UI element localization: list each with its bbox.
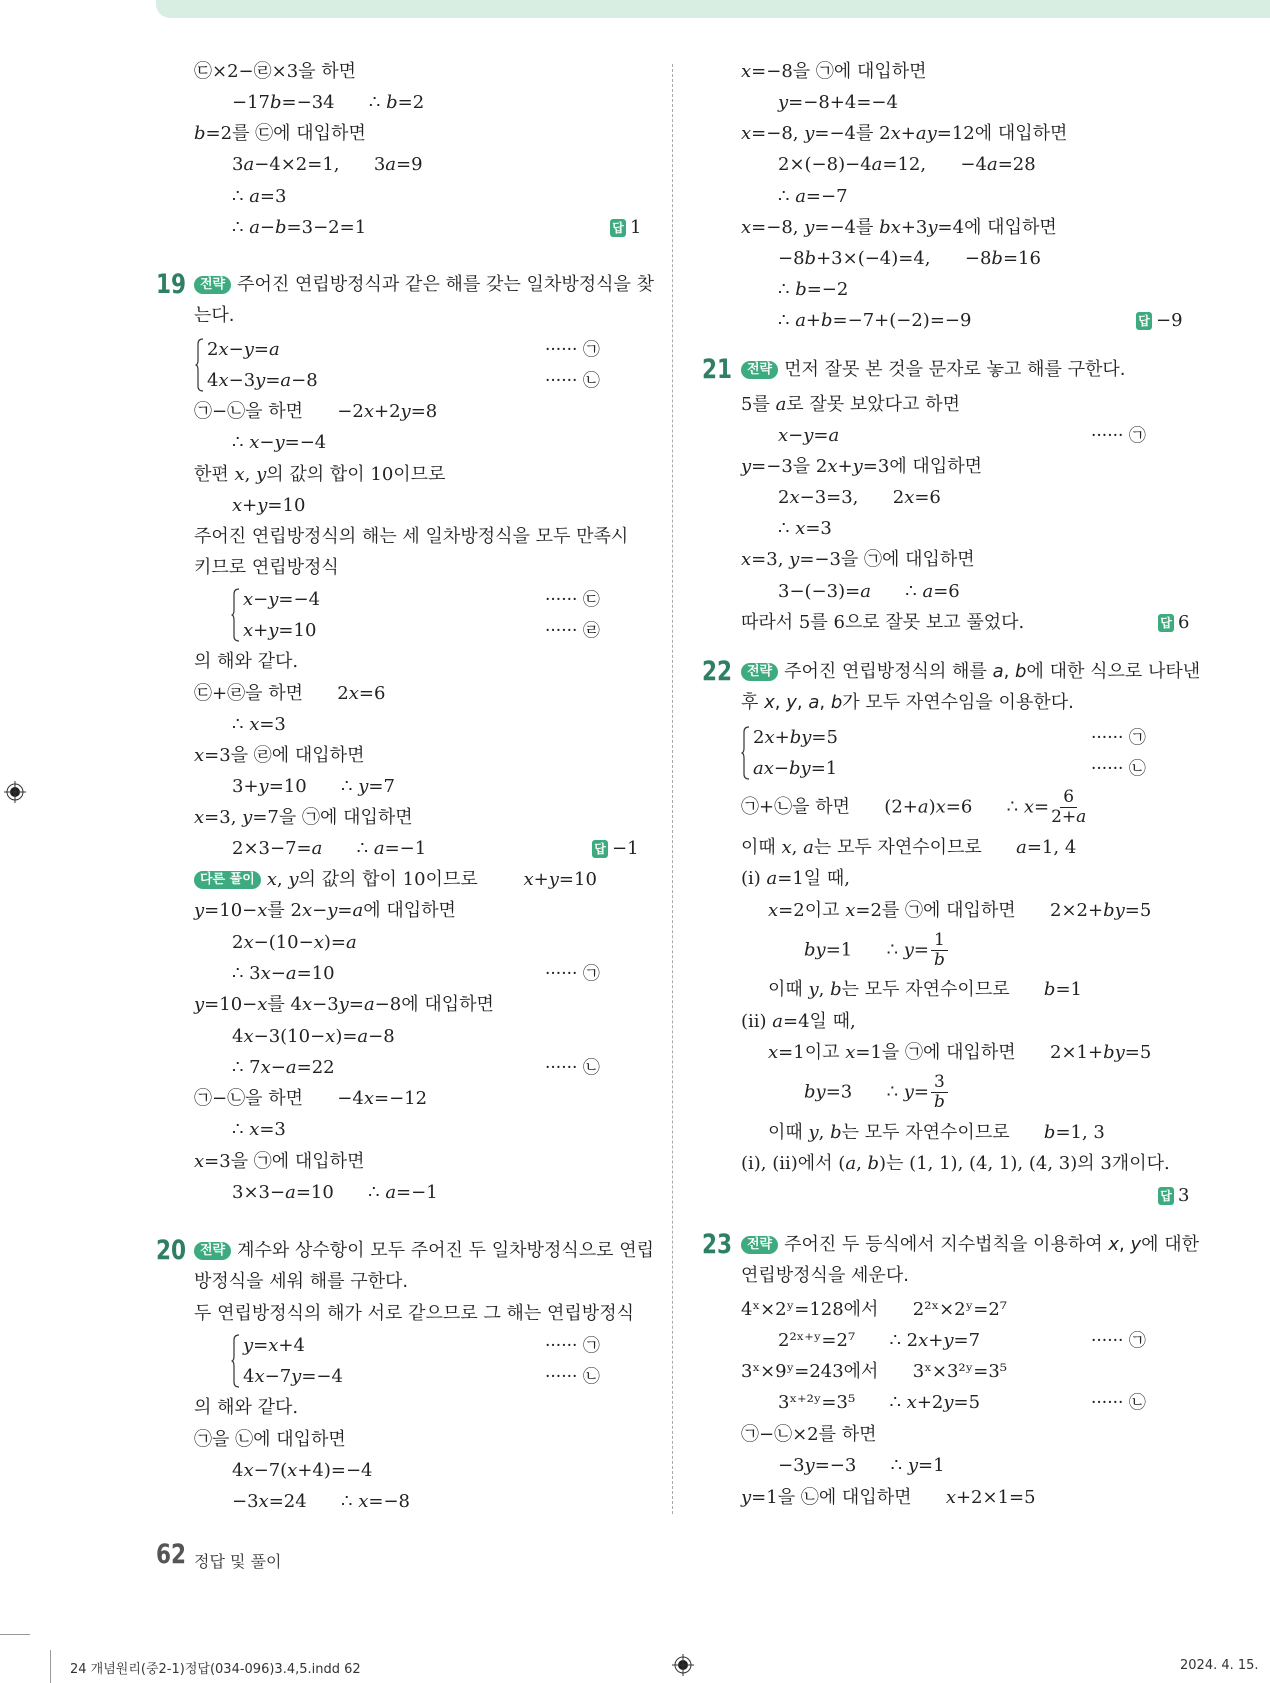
solution-line: 두 연립방정식의 해가 서로 같으므로 그 해는 연립방정식: [194, 1303, 634, 1324]
fraction: [1051, 788, 1086, 827]
numerator: 1: [931, 931, 948, 951]
strategy-text: 주어진 연립방정식의 해를 a, b에 대한 식으로 나타낸: [784, 661, 1201, 682]
equation: 2x−y=a: [207, 339, 280, 360]
registration-mark-icon: [4, 781, 26, 803]
answer-badge-icon: 답: [1158, 614, 1174, 632]
solution-line: (i) a=1일 때,: [741, 868, 851, 889]
solution-line: x=−8, y=−4를 2x+ay=12에 대입하면: [741, 123, 1068, 144]
solution-line: ㉢×2−㉣×3을 하면: [194, 61, 357, 82]
strategy-text: 먼저 잘못 본 것을 문자로 놓고 해를 구한다.: [784, 359, 1126, 380]
equation-marker: ······ ㉣: [545, 621, 600, 641]
solution-line: x+y=10: [232, 495, 306, 516]
solution-line: 3+y=10 ∴ y=7: [232, 776, 395, 797]
equation-marker: ······ ㉢: [545, 590, 600, 610]
answer: [1136, 310, 1183, 332]
solution-line: 2x−(10−x)=a: [232, 932, 357, 953]
equation: x+y=10: [243, 620, 317, 641]
equation: x−y=−4: [243, 589, 321, 610]
strategy-badge: 전략: [741, 361, 778, 379]
problem-number: 21: [702, 354, 733, 385]
equation-marker: ······ ㉠: [1091, 728, 1146, 748]
solution-line: 의 해와 같다.: [194, 651, 299, 672]
solution-line: ∴ x=3: [778, 518, 832, 539]
problem-number: 20: [156, 1235, 187, 1266]
answer-value: −9: [1156, 310, 1183, 331]
equation-marker: ······ ㉠: [545, 1336, 600, 1356]
solution-line: 따라서 5를 6으로 잘못 보고 풀었다.: [741, 612, 1025, 633]
equation-marker: ······ ㉠: [545, 964, 600, 984]
equation: ax−by=1: [753, 758, 838, 779]
solution-line: 3ˣ⁺²ʸ=3⁵ ∴ x+2y=5: [778, 1392, 981, 1413]
crop-mark: [0, 1634, 30, 1635]
answer-badge-icon: 답: [610, 219, 626, 237]
solution-line: [804, 1073, 948, 1112]
fraction: [931, 1073, 948, 1112]
solution-line: 4x−3(10−x)=a−8: [232, 1026, 395, 1047]
fraction: [931, 931, 948, 970]
brace-icon: [231, 588, 240, 642]
answer: [1158, 1185, 1189, 1207]
solution-line: ∴ a=−7: [778, 186, 848, 207]
solution-line: −3y=−3 ∴ y=1: [778, 1455, 945, 1476]
numerator: 3: [931, 1073, 948, 1093]
strategy-text: 주어진 두 등식에서 지수법칙을 이용하여 x, y에 대한: [784, 1234, 1199, 1255]
solution-line: (ii) a=4일 때,: [741, 1011, 856, 1032]
denominator: b: [933, 950, 945, 970]
solution-line: x=−8, y=−4를 bx+3y=4에 대입하면: [741, 217, 1057, 238]
solution-line: [741, 788, 1086, 827]
equation-marker: ······ ㉡: [545, 371, 600, 391]
strategy-line: [194, 1240, 654, 1262]
solution-line: ㉠−㉡×2를 하면: [741, 1424, 877, 1445]
solution-line: ∴ b=−2: [778, 279, 849, 300]
solution-line: 한편 x, y의 값의 합이 10이므로: [194, 464, 446, 485]
strategy-line: [194, 274, 654, 296]
solution-line: 3−(−3)=a ∴ a=6: [778, 581, 960, 602]
solution-line: 3ˣ×9ʸ=243에서 3ˣ×3²ʸ=3⁵: [741, 1361, 1007, 1382]
solution-line: ㉠−㉡을 하면 −2x+2y=8: [194, 401, 438, 422]
solution-line: x=3, y=7을 ㉠에 대입하면: [194, 807, 413, 828]
answer-value: −1: [612, 838, 639, 859]
answer-badge-icon: 답: [1136, 312, 1152, 330]
solution-line: y=1을 ㉡에 대입하면 x+2×1=5: [741, 1487, 1036, 1508]
answer: [610, 217, 641, 239]
problem-number: 23: [702, 1229, 733, 1260]
solution-line: x=−8을 ㉠에 대입하면: [741, 61, 927, 82]
answer-badge-icon: 답: [592, 840, 608, 858]
solution-line: ㉠을 ㉡에 대입하면: [194, 1429, 346, 1450]
solution-line: [804, 931, 948, 970]
equation-marker: ······ ㉡: [1091, 1393, 1146, 1413]
strategy-text: 후 x, y, a, b가 모두 자연수임을 이용한다.: [741, 692, 1074, 713]
solution-line: x=3을 ㉣에 대입하면: [194, 745, 365, 766]
solution-line: ∴ x=3: [232, 1119, 286, 1140]
solution-line: ㉠−㉡을 하면 −4x=−12: [194, 1088, 428, 1109]
equation: 4x−7y=−4: [243, 1366, 343, 1387]
solution-line: −3x=24 ∴ x=−8: [232, 1491, 410, 1512]
strategy-badge: 전략: [741, 663, 778, 681]
solution-line: 의 해와 같다.: [194, 1397, 299, 1418]
answer: [592, 838, 639, 860]
brace-icon: [231, 1334, 240, 1388]
answer: [1158, 612, 1189, 634]
equation: y=x+4: [243, 1335, 305, 1356]
solution-line: ∴ 7x−a=22: [232, 1057, 335, 1078]
equation: 4x−3y=a−8: [207, 370, 318, 391]
solution-line: x=1이고 x=1을 ㉠에 대입하면 2×1+by=5: [768, 1042, 1152, 1063]
alt-solution-line: [194, 869, 597, 891]
solution-line: y=10−x를 2x−y=a에 대입하면: [194, 900, 456, 921]
equation-marker: ······ ㉡: [545, 1367, 600, 1387]
solution-line: x−y=a: [778, 425, 840, 446]
strategy-text: 계수와 상수항이 모두 주어진 두 일차방정식으로 연립: [237, 1240, 654, 1261]
solution-text: by=1 ∴ y=: [804, 939, 930, 961]
strategy-badge: 전략: [194, 276, 231, 294]
solution-line: ㉢+㉣을 하면 2x=6: [194, 683, 386, 704]
equation-marker: ······ ㉡: [545, 1058, 600, 1078]
solution-line: ∴ 3x−a=10: [232, 963, 335, 984]
denominator: 2+a: [1051, 807, 1087, 827]
solution-line: ∴ a−b=3−2=1: [232, 217, 367, 238]
answer-value: 1: [630, 217, 642, 238]
page-number: 62: [156, 1539, 187, 1570]
solution-line: y=−3을 2x+y=3에 대입하면: [741, 456, 982, 477]
problem-number: 22: [702, 656, 733, 687]
equation: 2x+by=5: [753, 727, 838, 748]
solution-line: 2×3−7=a ∴ a=−1: [232, 838, 427, 859]
strategy-text: 주어진 연립방정식과 같은 해를 갖는 일차방정식을 찾: [237, 274, 654, 295]
registration-mark-icon: [672, 1654, 694, 1676]
column-divider: [672, 64, 673, 1514]
strategy-line: [741, 1234, 1199, 1256]
solution-line: b=2를 ㉢에 대입하면: [194, 123, 366, 144]
solution-line: ∴ a+b=−7+(−2)=−9: [778, 310, 972, 331]
strategy-line: [741, 661, 1200, 683]
solution-line: 4ˣ×2ʸ=128에서 2²ˣ×2ʸ=2⁷: [741, 1299, 1007, 1320]
answer-value: 3: [1178, 1185, 1190, 1206]
strategy-text: 는다.: [194, 305, 235, 326]
solution-line: 2x−3=3, 2x=6: [778, 487, 941, 508]
answer-badge-icon: 답: [1158, 1187, 1174, 1205]
solution-text: x, y의 값의 합이 10이므로 x+y=10: [266, 869, 597, 890]
solution-line: y=10−x를 4x−3y=a−8에 대입하면: [194, 994, 494, 1015]
solution-line: y=−8+4=−4: [778, 92, 898, 113]
alt-solution-badge: 다른 풀이: [194, 871, 261, 889]
crop-mark: [50, 1650, 51, 1683]
solution-line: 5를 a로 잘못 보았다고 하면: [741, 394, 960, 415]
solution-line: −17b=−34 ∴ b=2: [232, 92, 425, 113]
file-name: 24 개념원리(중2-1)정답(034-096)3.4,5.indd 62: [70, 1662, 361, 1677]
solution-text: by=3 ∴ y=: [804, 1081, 930, 1103]
strategy-badge: 전략: [741, 1236, 778, 1254]
equation-marker: ······ ㉠: [1091, 1331, 1146, 1351]
strategy-text: 방정식을 세워 해를 구한다.: [194, 1271, 409, 1292]
solution-line: 이때 y, b는 모두 자연수이므로 b=1, 3: [768, 1122, 1105, 1143]
strategy-badge: 전략: [194, 1242, 231, 1260]
numerator: 6: [1060, 788, 1077, 808]
solution-line: ∴ a=3: [232, 186, 287, 207]
solution-line: −8b+3×(−4)=4, −8b=16: [778, 248, 1041, 269]
problem-number: 19: [156, 269, 187, 300]
solution-line: 4x−7(x+4)=−4: [232, 1460, 373, 1481]
solution-line: 3×3−a=10 ∴ a=−1: [232, 1182, 438, 1203]
solution-line: x=2이고 x=2를 ㉠에 대입하면 2×2+by=5: [768, 900, 1152, 921]
solution-line: 이때 x, a는 모두 자연수이므로 a=1, 4: [741, 837, 1077, 858]
denominator: b: [933, 1092, 945, 1112]
solution-line: 이때 y, b는 모두 자연수이므로 b=1: [768, 979, 1082, 1000]
solution-text: ㉠+㉡을 하면 (2+a)x=6 ∴ x=: [741, 796, 1050, 818]
solution-line: ∴ x−y=−4: [232, 432, 327, 453]
strategy-line: [741, 359, 1126, 381]
solution-line: 키므로 연립방정식: [194, 557, 339, 578]
equation-marker: ······ ㉠: [1091, 426, 1146, 446]
brace-icon: [195, 338, 204, 392]
equation-marker: ······ ㉠: [545, 340, 600, 360]
solution-line: 2×(−8)−4a=12, −4a=28: [778, 154, 1036, 175]
section-title: 정답 및 풀이: [194, 1552, 282, 1571]
brace-icon: [741, 726, 750, 780]
solution-line: 주어진 연립방정식의 해는 세 일차방정식을 모두 만족시: [194, 526, 629, 547]
equation-marker: ······ ㉡: [1091, 759, 1146, 779]
header-band: [156, 0, 1270, 18]
answer-value: 6: [1178, 612, 1190, 633]
solution-line: x=3, y=−3을 ㉠에 대입하면: [741, 549, 975, 570]
strategy-text: 연립방정식을 세운다.: [741, 1265, 909, 1286]
solution-line: ∴ x=3: [232, 714, 286, 735]
print-date: 2024. 4. 15.: [1180, 1658, 1259, 1673]
solution-line: 2²ˣ⁺ʸ=2⁷ ∴ 2x+y=7: [778, 1330, 981, 1351]
solution-line: x=3을 ㉠에 대입하면: [194, 1151, 365, 1172]
solution-line: 3a−4×2=1, 3a=9: [232, 154, 423, 175]
solution-line: (i), (ii)에서 (a, b)는 (1, 1), (4, 1), (4, 3)의 3개이다.: [741, 1153, 1170, 1174]
